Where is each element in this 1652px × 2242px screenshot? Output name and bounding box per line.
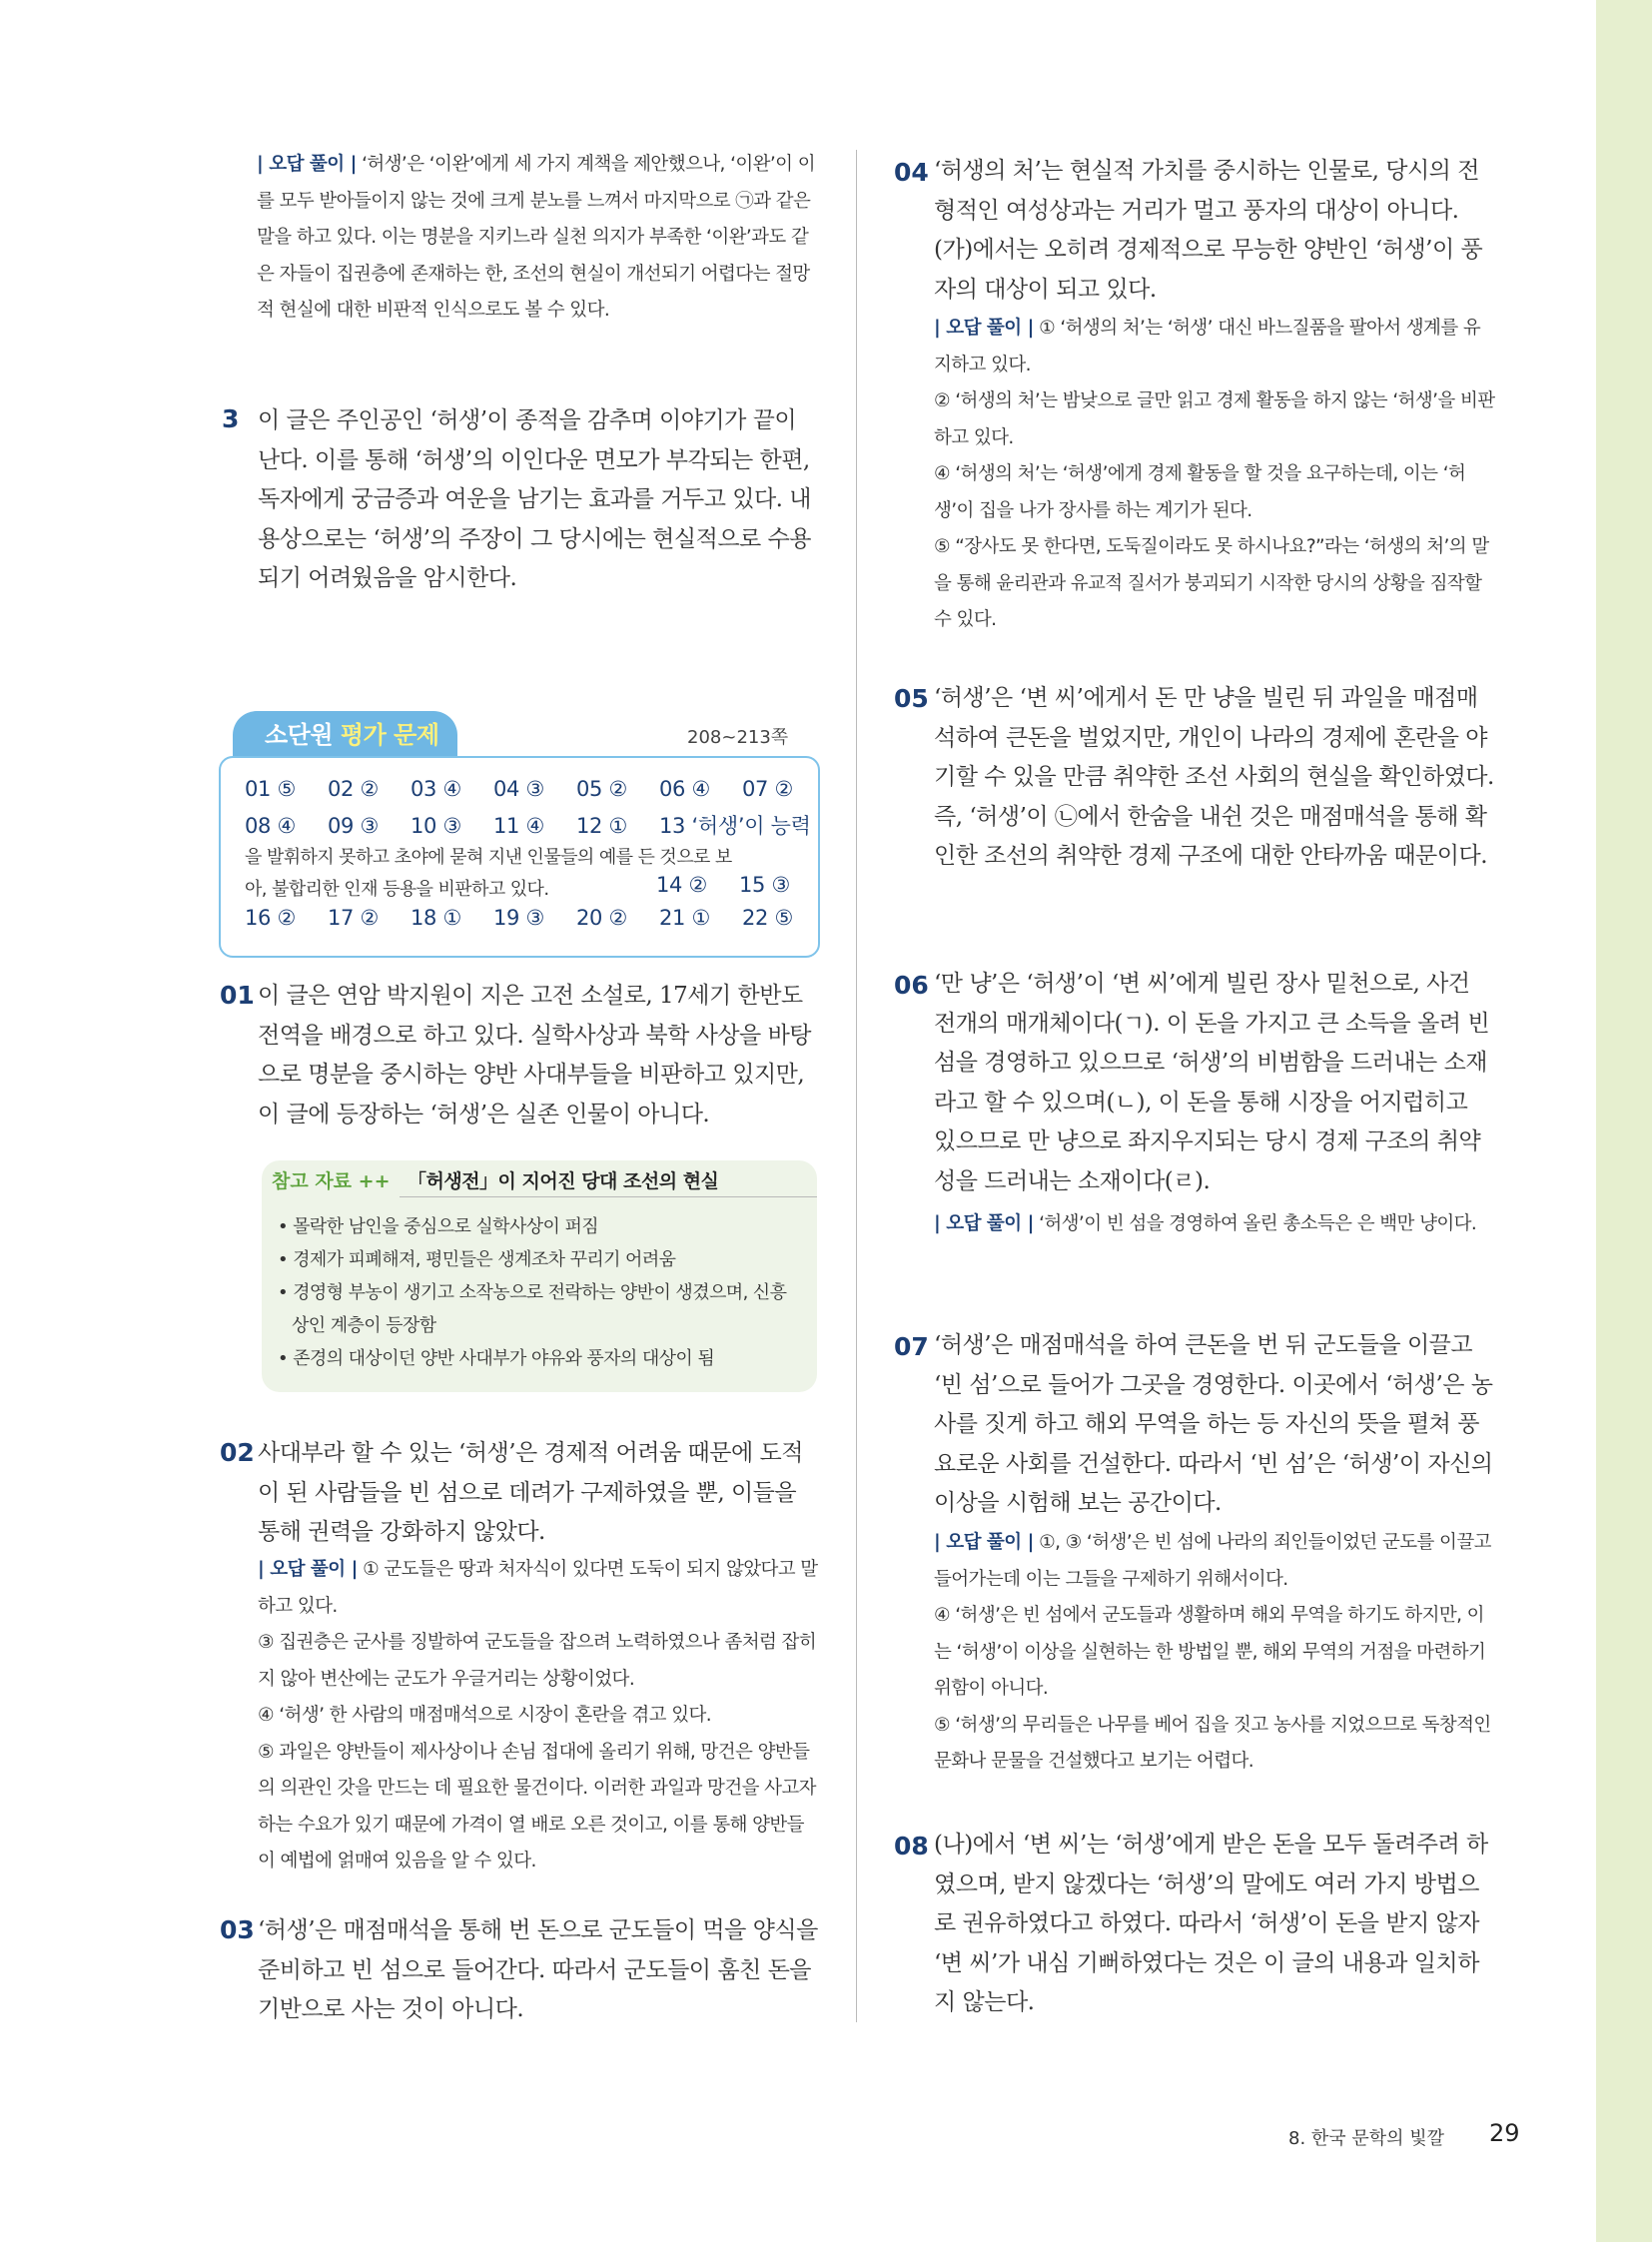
side-color-strip <box>1596 0 1652 2242</box>
question-05-number: 05 <box>894 684 929 713</box>
question-07-text: ‘허생’은 매점매석을 하여 큰돈을 번 뒤 군도들을 이끌고 ‘빈 섬’으로 들어가 그곳을 경영한다. 이곳에서 ‘허생’은 농사를 짓게 하고 해외 무역을 하는 등 자신의 뜻을 펼쳐 풍요로운 사회를 건설한다. 따라서 ‘빈 섬’은 ‘허생’이 자신의 이상을 시험해 보는 공간이다. <box>934 1332 1493 1516</box>
answer-item: 16 ② <box>245 906 297 930</box>
reference-item: • 몰락한 남인을 중심으로 실학사상이 퍼짐 <box>278 1216 599 1237</box>
question-07-number: 07 <box>894 1332 929 1361</box>
question-04-note <box>934 311 1495 383</box>
wrong-answer-tag: | 오답 풀이 | <box>257 154 357 175</box>
reference-list <box>278 1210 807 1375</box>
note-text: ‘허생’이 빈 섬을 경영하여 올린 총소득은 은 백만 냥이다. <box>1033 1213 1477 1234</box>
question-04-notes <box>934 311 1495 639</box>
question-03-text: ‘허생’은 매점매석을 통해 번 돈으로 군도들이 먹을 양식을 준비하고 빈 섬으로 들어간다. 따라서 군도들이 훔친 돈을 기반으로 사는 것이 아니다. <box>258 1917 818 2022</box>
question-04-text: ‘허생의 처’는 현실적 가치를 중시하는 인물로, 당시의 전형적인 여성상과는 거리가 멀고 풍자의 대상이 아니다. (가)에서는 오히려 경제적으로 무능한 양반인 ‘허생’이 풍자의 대상이 되고 있다. <box>934 158 1483 303</box>
answer-item: 12 ① <box>576 814 628 838</box>
footer-chapter: 8. 한국 문학의 빛깔 <box>1288 2128 1445 2149</box>
question-08-number: 08 <box>894 1832 929 1861</box>
page-number: 29 <box>1489 2119 1520 2147</box>
answer-item: 01 ⑤ <box>245 777 297 801</box>
question-3-number: 3 <box>222 404 240 433</box>
answer-13-line-2: 을 발휘하지 못하고 초야에 묻혀 지낸 인물들의 예를 든 것으로 보 <box>245 847 732 868</box>
reference-item: • 경제가 피폐해져, 평민들은 생계조차 꾸리기 어려움 <box>278 1249 676 1270</box>
question-02-notes <box>258 1552 819 1880</box>
answer-item: 03 ④ <box>411 777 462 801</box>
answer-item: 22 ⑤ <box>742 906 794 930</box>
question-04-note: ⑤ “장사도 못 한다면, 도둑질이라도 못 하시나요?”라는 ‘허생의 처’의 말을 통해 윤리관과 유교적 질서가 붕괴되기 시작한 당시의 상황을 짐작할 수 있다. <box>934 536 1489 630</box>
answer-item: 18 ① <box>411 906 462 930</box>
answer-item: 10 ③ <box>411 814 462 838</box>
answer-key-title-part1: 소단원 <box>265 721 341 749</box>
intro-note-text: ‘허생’은 ‘이완’에게 세 가지 계책을 제안했으나, ‘이완’이 이를 모두 받아들이지 않는 것에 크게 분노를 느껴서 마지막으로 ㉠과 같은 말을 하고 있다. 이는 명분을 지키느라 실천 의지가 부족한 ‘이완’과도 같은 자들이 집권층에 존재하는 한, 조선의 현실이 개선되기 어렵다는 절망적 현실에 대한 비판적 인식으로도 볼 수 있다. <box>257 154 816 321</box>
answer-item-13: 13 ‘허생’이 능력 <box>659 814 811 838</box>
question-02-text: 사대부라 할 수 있는 ‘허생’은 경제적 어려움 때문에 도적이 된 사람들을 빈 섬으로 데려가 구제하였을 뿐, 이들을 통해 권력을 강화하지 않았다. <box>258 1440 803 1545</box>
wrong-answer-tag: | 오답 풀이 | <box>258 1559 358 1580</box>
note-text: ① 군도들은 땅과 처자식이 있다면 도둑이 되지 않았다고 말하고 있다. <box>258 1559 818 1617</box>
answer-row-1 <box>245 777 825 801</box>
question-02-number: 02 <box>220 1438 255 1467</box>
answer-item: 14 ② <box>656 873 708 897</box>
column-divider <box>856 150 857 2022</box>
answer-item: 17 ② <box>328 906 380 930</box>
question-02-note: ③ 집권층은 군사를 징발하여 군도들을 잡으려 노력하였으나 좀처럼 잡히지 않아 변산에는 군도가 우글거리는 상황이었다. <box>258 1632 817 1690</box>
reference-item: • 존경의 대상이던 양반 사대부가 야유와 풍자의 대상이 됨 <box>278 1348 715 1369</box>
question-02-note: ④ ‘허생’ 한 사람의 매점매석으로 시장이 혼란을 겪고 있다. <box>258 1705 712 1726</box>
wrong-answer-tag: | 오답 풀이 | <box>934 318 1034 339</box>
reference-label: 참고 자료 ++ <box>272 1170 391 1192</box>
question-02-note: ⑤ 과일은 양반들이 제사상이나 손님 접대에 올리기 위해, 망건은 양반들의 의관인 갓을 만드는 데 필요한 물건이다. 이러한 과일과 망건을 사고자 하는 수요가 있기 때문에 가격이 열 배로 오른 것이고, 이를 통해 양반들이 예법에 얽매여 있음을 알 수 있다. <box>258 1741 816 1871</box>
question-05-text: ‘허생’은 ‘변 씨’에게서 돈 만 냥을 빌린 뒤 과일을 매점매석하여 큰돈을 벌었지만, 개인이 나라의 경제에 혼란을 야기할 수 있을 만큼 취약한 조선 사회의 현실을 확인하였다. 즉, ‘허생’이 ㉡에서 한숨을 내쉰 것은 매점매석을 통해 확인한 조선의 취약한 경제 구조에 대한 안타까움 때문이다. <box>934 685 1494 869</box>
answer-item: 02 ② <box>328 777 380 801</box>
answer-item: 04 ③ <box>493 777 545 801</box>
answer-row-2 <box>245 810 811 840</box>
answer-item: 09 ③ <box>328 814 380 838</box>
question-03-number: 03 <box>220 1915 255 1944</box>
intro-note <box>257 147 818 330</box>
question-04-note: ④ ‘허생의 처’는 ‘허생’에게 경제 활동을 할 것을 요구하는데, 이는 ‘허생’이 집을 나가 장사를 하는 계기가 된다. <box>934 463 1466 521</box>
answer-item: 06 ④ <box>659 777 711 801</box>
wrong-answer-tag: | 오답 풀이 | <box>934 1213 1034 1234</box>
question-06-text: ‘만 냥’은 ‘허생’이 ‘변 씨’에게 빌린 장사 밑천으로, 사건 전개의 매개체이다(ㄱ). 이 돈을 가지고 큰 소득을 올려 빈 섬을 경영하고 있으므로 ‘허생’의 비범함을 드러내는 소재라고 할 수 있으며(ㄴ), 이 돈을 통해 시장을 어지럽히고 있으므로 만 냥으로 좌지우지되는 당시 경제 구조의 취약성을 드러내는 소재이다(ㄹ). <box>934 971 1490 1194</box>
answer-item: 05 ② <box>576 777 628 801</box>
question-06-note <box>934 1206 1495 1243</box>
answer-key-title-part2: 평가 문제 <box>340 721 439 749</box>
answer-item: 15 ③ <box>739 873 791 897</box>
question-01-number: 01 <box>220 981 255 1010</box>
answer-13-line-3: 아, 불합리한 인재 등용을 비판하고 있다. <box>245 879 549 900</box>
reference-item: • 경영형 부농이 생기고 소작농으로 전락하는 양반이 생겼으며, 신흥 상인 계층이 등장함 <box>278 1282 787 1336</box>
question-08-text: (나)에서 ‘변 씨’는 ‘허생’에게 받은 돈을 모두 돌려주려 하였으며, 받지 않겠다는 ‘허생’의 말에도 여러 가지 방법으로 권유하였다고 하였다. 따라서 ‘허생’이 돈을 받지 않자 ‘변 씨’가 내심 기뻐하였다는 것은 이 글의 내용과 일치하지 않는다. <box>934 1832 1488 2015</box>
reference-title-rule <box>400 1196 817 1197</box>
answer-item: 08 ④ <box>245 814 297 838</box>
question-07-notes <box>934 1525 1495 1781</box>
answer-row-4-items <box>656 873 822 897</box>
question-04-note: ② ‘허생의 처’는 밤낮으로 글만 읽고 경제 활동을 하지 않는 ‘허생’을 비판하고 있다. <box>934 390 1495 448</box>
question-02-note <box>258 1552 819 1625</box>
answer-item: 11 ④ <box>493 814 545 838</box>
note-text: ① ‘허생의 처’는 ‘허생’ 대신 바느질품을 팔아서 생계를 유지하고 있다. <box>934 318 1481 375</box>
answer-item: 21 ① <box>659 906 711 930</box>
answer-item: 20 ② <box>576 906 628 930</box>
question-06-number: 06 <box>894 971 929 1000</box>
question-07-note: ⑤ ‘허생’의 무리들은 나무를 베어 집을 짓고 농사를 지었으므로 독창적인 문화나 문물을 건설했다고 보기는 어렵다. <box>934 1714 1491 1772</box>
question-01-text: 이 글은 연암 박지원이 지은 고전 소설로, 17세기 한반도 전역을 배경으로 하고 있다. 실학사상과 북학 사상을 바탕으로 명분을 중시하는 양반 사대부들을 비판하고 있지만, 이 글에 등장하는 ‘허생’은 실존 인물이 아니다. <box>258 983 812 1127</box>
question-07-note: ④ ‘허생’은 빈 섬에서 군도들과 생활하며 해외 무역을 하기도 하지만, 이는 ‘허생’이 이상을 실현하는 한 방법일 뿐, 해외 무역의 거점을 마련하기 위함이 아니다. <box>934 1605 1486 1699</box>
question-06-notes <box>934 1206 1495 1243</box>
question-04-number: 04 <box>894 158 929 187</box>
note-text: ①, ③ ‘허생’은 빈 섬에 나라의 죄인들이었던 군도를 이끌고 들어가는데 이는 그들을 구제하기 위해서이다. <box>934 1532 1491 1590</box>
answer-item: 19 ③ <box>493 906 545 930</box>
answer-key-title <box>265 715 439 750</box>
question-3-text: 이 글은 주인공인 ‘허생’이 종적을 감추며 이야기가 끝이 난다. 이를 통해 ‘허생’의 이인다운 면모가 부각되는 한편, 독자에게 궁금증과 여운을 남기는 효과를 거두고 있다. 내용상으로는 ‘허생’의 주장이 그 당시에는 현실적으로 수용되기 어려웠음을 암시한다. <box>258 407 812 591</box>
wrong-answer-tag: | 오답 풀이 | <box>934 1532 1034 1553</box>
question-07-note <box>934 1525 1495 1598</box>
answer-key-pages: 208~213쪽 <box>687 727 789 748</box>
answer-row-5 <box>245 906 825 930</box>
reference-title: 「허생전」이 지어진 당대 조선의 현실 <box>408 1170 719 1192</box>
answer-item: 07 ② <box>742 777 794 801</box>
